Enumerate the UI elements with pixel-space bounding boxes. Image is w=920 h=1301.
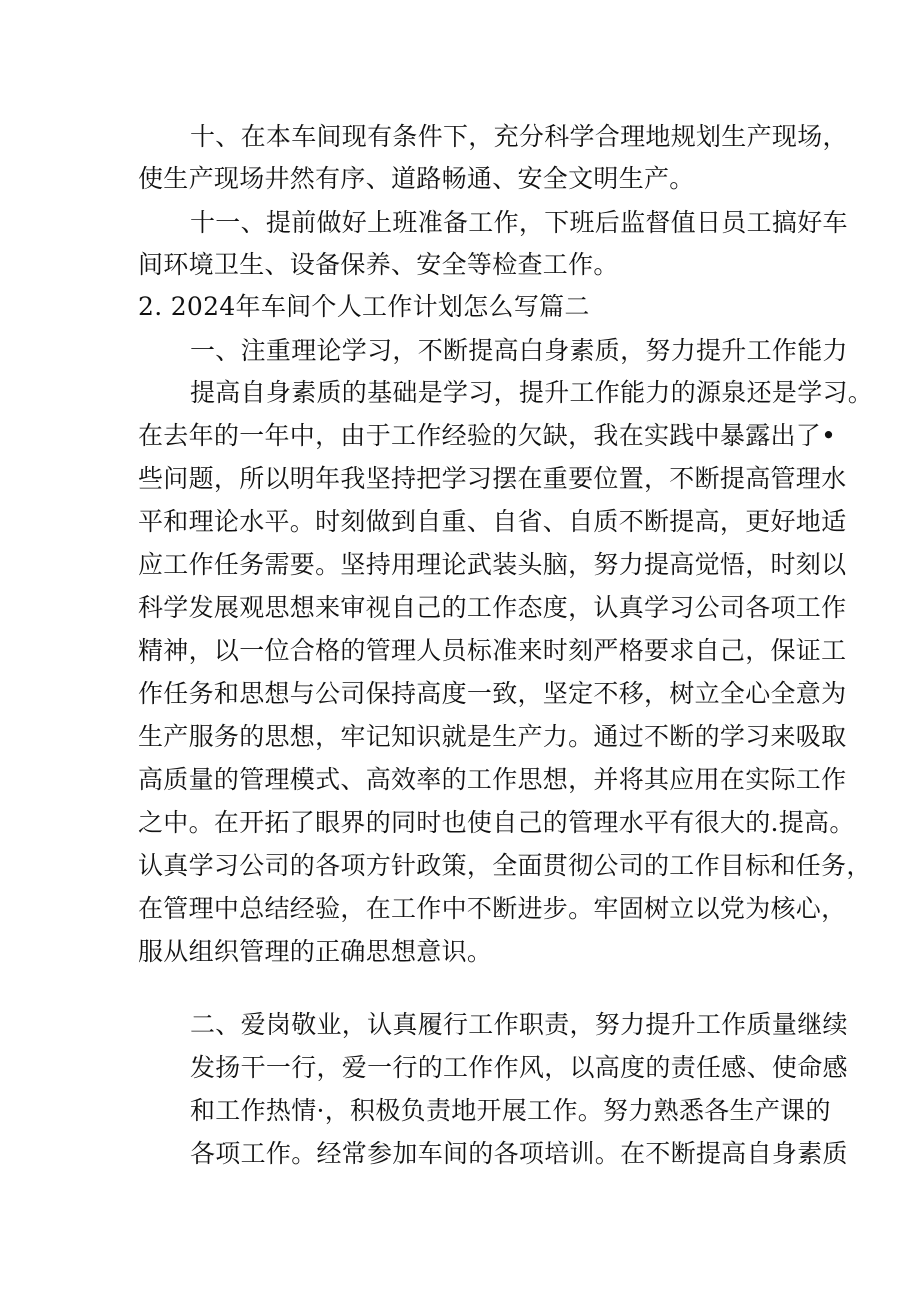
paragraph-line: 一、注重理论学习，不断提高白身素质，努力提升工作能力 (190, 336, 848, 365)
paragraph-line: 之中。在开拓了眼界的同时也使自己的管理水平有很大的.提高。 (138, 808, 855, 837)
paragraph-line: 间环境卫生、设备保养、安全等检查工作。 (138, 250, 619, 279)
paragraph-line: 在去年的一年中，由于工作经验的欠缺，我在实践中暴露出了• (138, 421, 837, 450)
paragraph-line: 科学发展观思想来审视自己的工作态度，认真学习公司各项工作 (138, 593, 847, 622)
paragraph-line: 和工作热情·，积极负责地开展工作。努力熟悉各生产课的 (190, 1096, 831, 1125)
paragraph-line: 在管理中总结经验，在工作中不断进步。牢固树立以党为核心， (138, 894, 847, 923)
paragraph-line: 二、爱岗敬业，认真履行工作职责，努力提升工作质量继续 (190, 1010, 848, 1039)
paragraph-line: 高质量的管理模式、高效率的工作思想，并将其应用在实际工作 (138, 765, 847, 794)
paragraph-line: 作任务和思想与公司保持高度一致，坚定不移，树立全心全意为 (138, 679, 847, 708)
paragraph-line: 十、在本车间现有条件下，充分科学合理地规划生产现场， (190, 122, 848, 151)
paragraph-line: 生产服务的思想，牢记知识就是生产力。通过不断的学习来吸取 (138, 722, 847, 751)
paragraph-line: 些问题，所以明年我坚持把学习摆在重要位置，不断提高管理水 (138, 464, 847, 493)
paragraph-line: 发扬干一行，爱一行的工作作风，以高度的责任感、使命感 (190, 1053, 848, 1082)
paragraph-line: 十一、提前做好上班准备工作，下班后监督值日员工搞好车 (190, 208, 848, 237)
paragraph-line: 服从组织管理的正确思想意识。 (138, 937, 493, 966)
paragraph-line: 认真学习公司的各项方针政策，全面贯彻公司的工作目标和任务， (138, 851, 872, 880)
paragraph-line: 应工作任务需要。坚持用理论武装头脑，努力提高觉悟，时刻以 (138, 550, 847, 579)
section-heading: 2. 2024年车间个人工作计划怎么写篇二 (138, 292, 590, 321)
paragraph-line: 精神，以一位合格的管理人员标准来时刻严格要求自己，保证工 (138, 636, 847, 665)
paragraph-line: 使生产现场井然有序、道路畅通、安全文明生产。 (138, 164, 695, 193)
paragraph-line: 各项工作。经常参加车间的各项培训。在不断提高自身素质 (190, 1139, 848, 1168)
paragraph-line: 提高自身素质的基础是学习，提升工作能力的源泉还是学习。 (190, 378, 874, 407)
paragraph-line: 平和理论水平。时刻做到自重、自省、自质不断提高，更好地适 (138, 507, 847, 536)
